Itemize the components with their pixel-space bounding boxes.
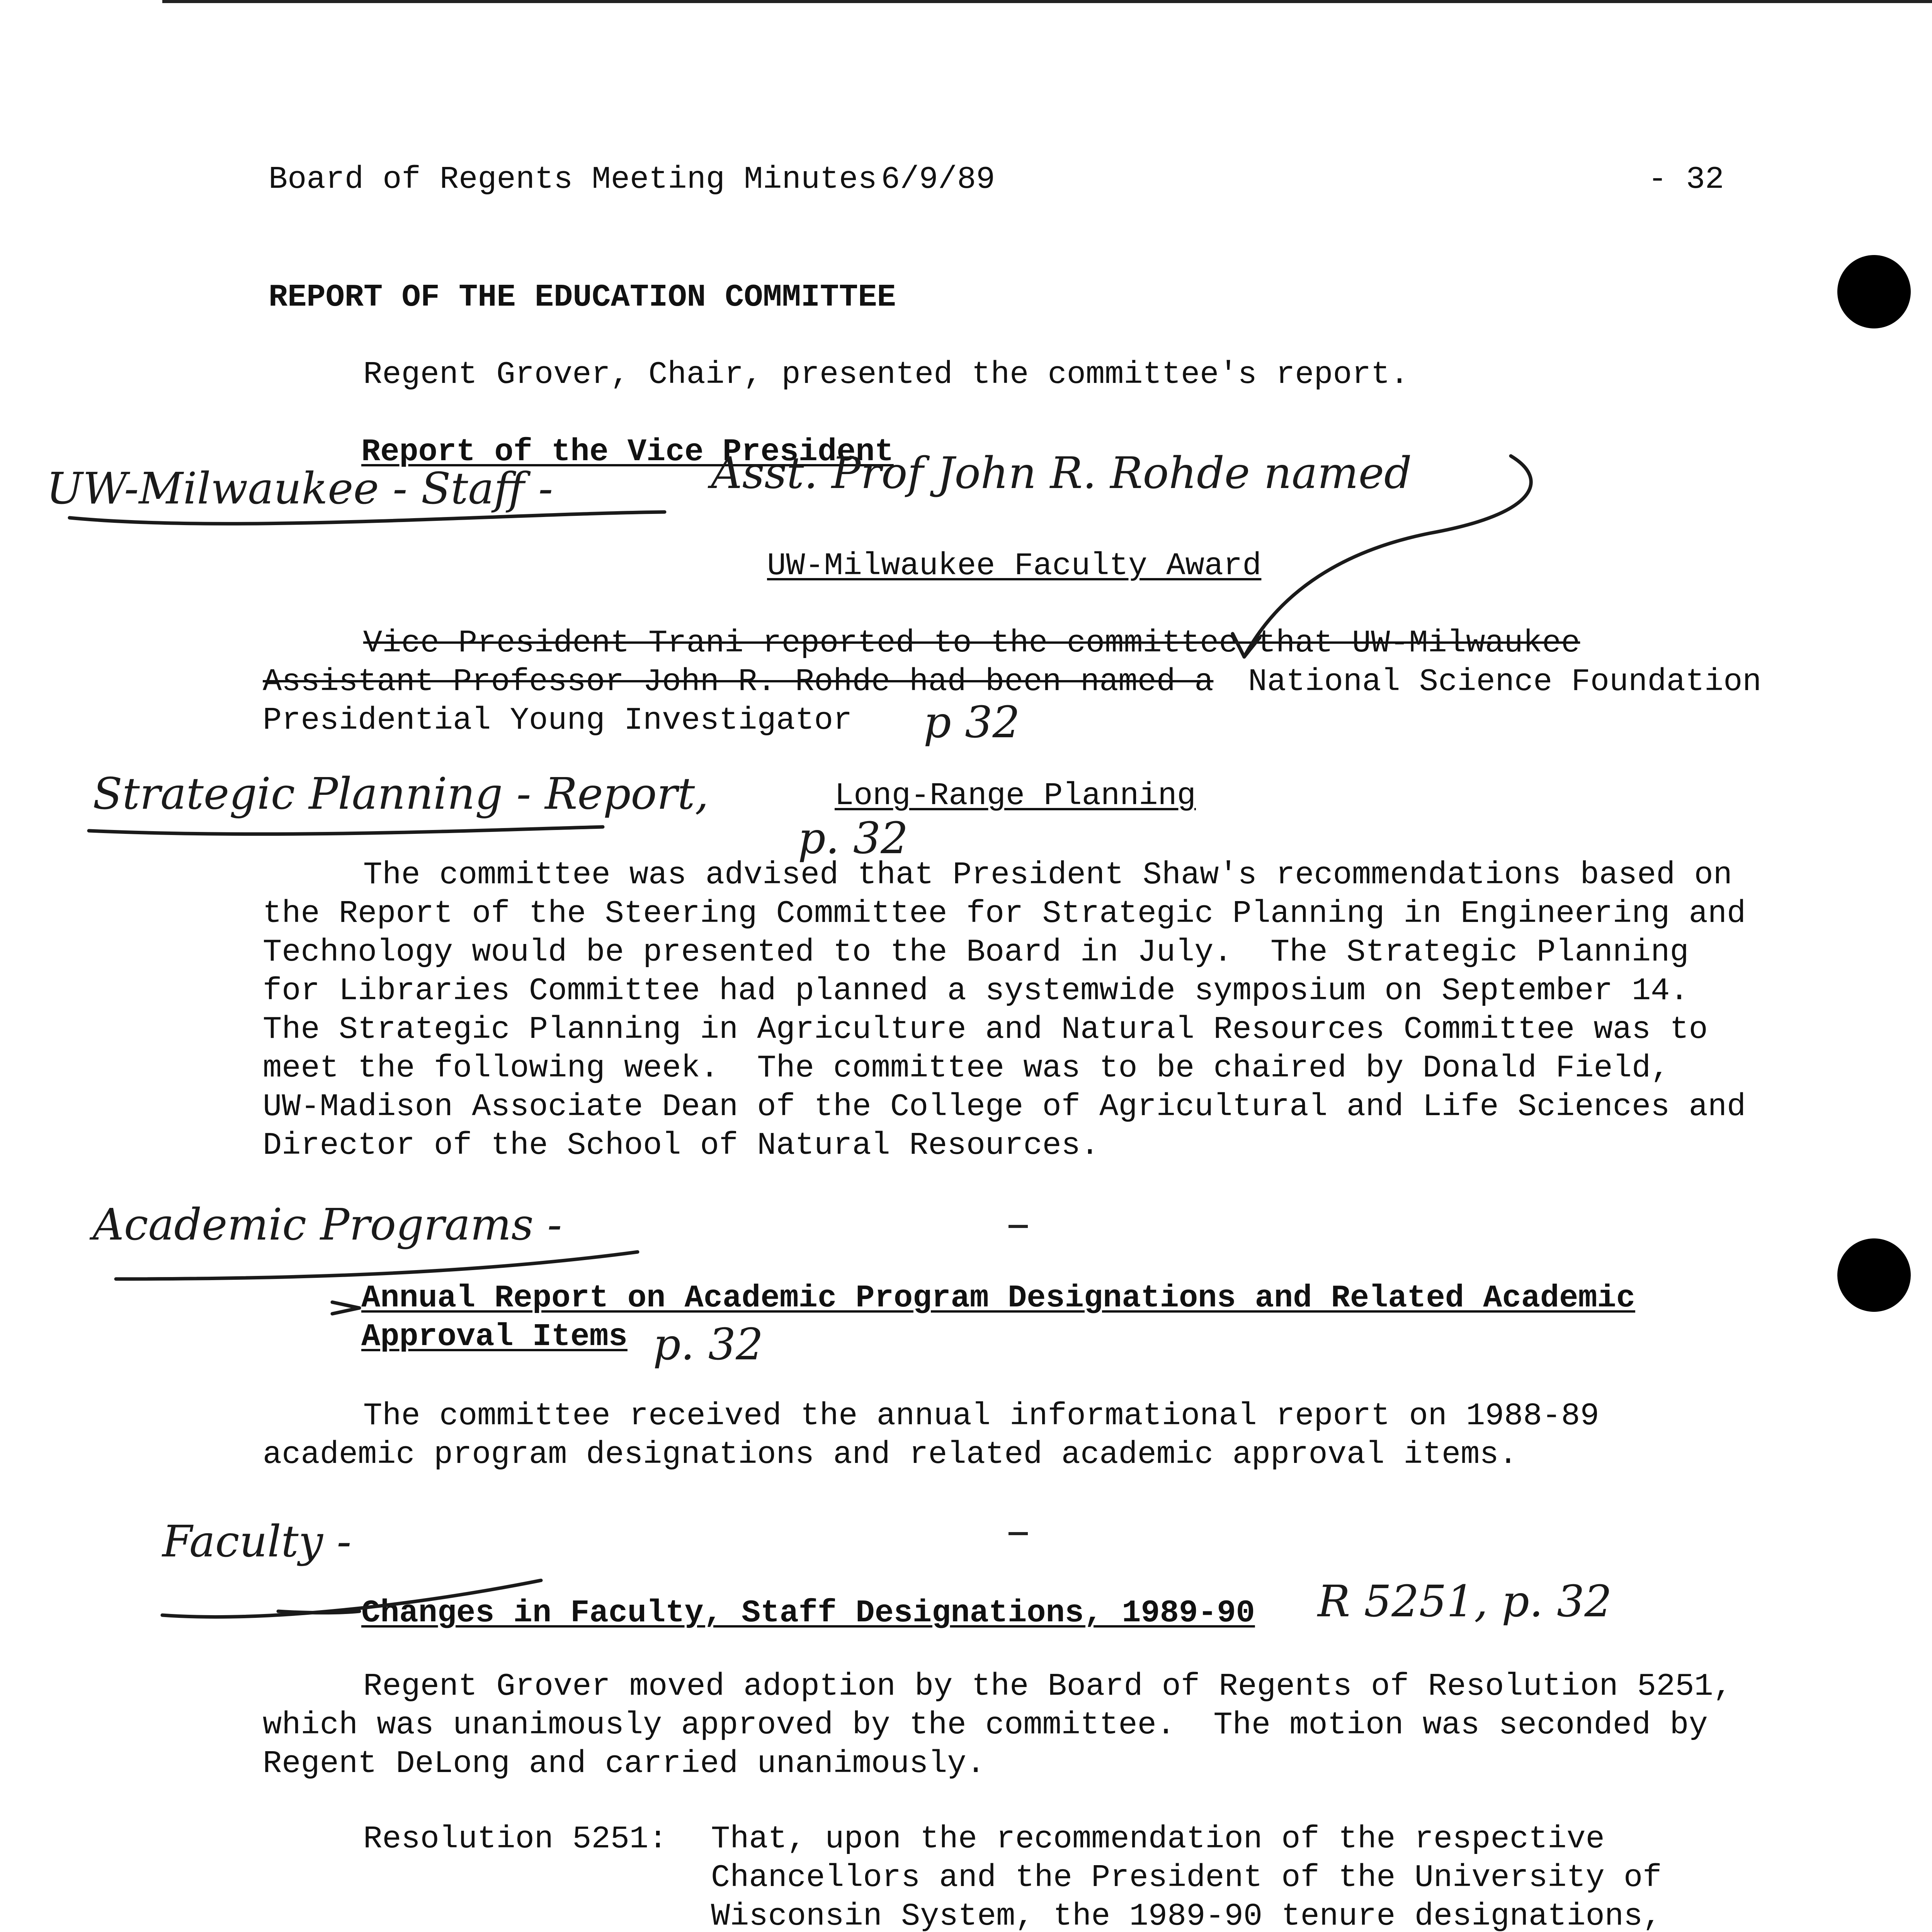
struck-text-line-1: Vice President Trani reported to the committee that UW-Milwaukee — [363, 625, 1580, 661]
vp-para-line-2-tail: National Science Foundation — [1248, 664, 1762, 700]
struck-text-line-2: Assistant Professor John R. Rohde had been named a — [263, 664, 1214, 700]
resolution-5251-line-1: That, upon the recommendation of the respective — [711, 1821, 1605, 1857]
faculty-line-2: which was unanimously approved by the committee. The motion was seconded by — [263, 1707, 1708, 1743]
section-heading-education-committee: REPORT OF THE EDUCATION COMMITTEE — [269, 279, 896, 315]
arrow-faculty — [278, 1611, 359, 1613]
resolution-5251-label: Resolution 5251: — [363, 1821, 668, 1857]
faculty-line-1: Regent Grover moved adoption by the Board of Regents of Resolution 5251, — [363, 1668, 1732, 1704]
handwritten-faculty: Faculty - — [162, 1517, 352, 1567]
subheading-long-range-planning: Long-Range Planning — [835, 778, 1196, 814]
long-range-line-4: for Libraries Committee had planned a systemwide symposium on September 14. — [263, 973, 1689, 1009]
report-intro: Regent Grover, Chair, presented the committee's report. — [363, 357, 1409, 393]
long-range-line-6: meet the following week. The committee was to be chaired by Donald Field, — [263, 1050, 1670, 1086]
subheading-vp-report: Report of the Vice President — [361, 434, 894, 470]
resolution-5251-line-2: Chancellors and the President of the University of — [711, 1860, 1662, 1896]
arrow-academic — [332, 1302, 359, 1314]
page-header-date: 6/9/89 — [881, 162, 995, 197]
long-range-line-7: UW-Madison Associate Dean of the College of Agricultural and Life Sciences and — [263, 1089, 1746, 1125]
dash-mark-1 — [1009, 1225, 1028, 1228]
handwritten-strategic-planning: Strategic Planning - Report, — [93, 769, 709, 819]
faculty-line-3: Regent DeLong and carried unanimously. — [263, 1746, 985, 1782]
punch-hole-top — [1837, 255, 1911, 328]
resolution-5251-line-3: Wisconsin System, the 1989-90 tenure designations, — [711, 1898, 1662, 1932]
handwritten-uwm-staff: UW-Milwaukee - Staff - — [46, 464, 553, 514]
handwritten-asst-prof: Asst. Prof John R. Rohde named — [711, 448, 1412, 498]
long-range-line-8: Director of the School of Natural Resources. — [263, 1128, 1100, 1163]
handwritten-p32-vp: p 32 — [923, 697, 1020, 748]
page-number: - 32 — [1648, 162, 1724, 197]
underline-academic — [116, 1252, 638, 1279]
handwritten-r5251: R 5251, p. 32 — [1318, 1577, 1612, 1627]
handwritten-p32-academic: p. 32 — [653, 1320, 764, 1370]
vp-para-line-3: Presidential Young Investigator — [263, 702, 852, 738]
subheading-academic-designations: Annual Report on Academic Program Designations and Related Academic — [361, 1280, 1635, 1316]
academic-line-1: The committee received the annual informational report on 1988-89 — [363, 1398, 1599, 1434]
scan-edge-top — [162, 0, 1932, 3]
handwritten-academic-programs: Academic Programs - — [93, 1200, 562, 1250]
page-header-title: Board of Regents Meeting Minutes — [269, 162, 877, 197]
handwritten-p32-long-range: p. 32 — [798, 813, 908, 864]
underline-strategic — [89, 827, 603, 834]
subheading-academic-designations-line-2: Approval Items — [361, 1319, 628, 1355]
academic-line-2: academic program designations and related academic approval items. — [263, 1437, 1518, 1473]
subheading-faculty-staff-designations: Changes in Faculty, Staff Designations, 1989-90 — [361, 1595, 1255, 1631]
long-range-line-2: the Report of the Steering Committee for Strategic Planning in Engineering and — [263, 896, 1746, 932]
long-range-line-1: The committee was advised that President Shaw's recommendations based on — [363, 857, 1732, 893]
punch-hole-middle — [1837, 1238, 1911, 1312]
subheading-faculty-award: UW-Milwaukee Faculty Award — [767, 548, 1262, 584]
dash-mark-2 — [1009, 1532, 1028, 1535]
long-range-line-5: The Strategic Planning in Agriculture and Natural Resources Committee was to — [263, 1012, 1708, 1048]
long-range-line-3: Technology would be presented to the Board in July. The Strategic Planning — [263, 934, 1689, 970]
